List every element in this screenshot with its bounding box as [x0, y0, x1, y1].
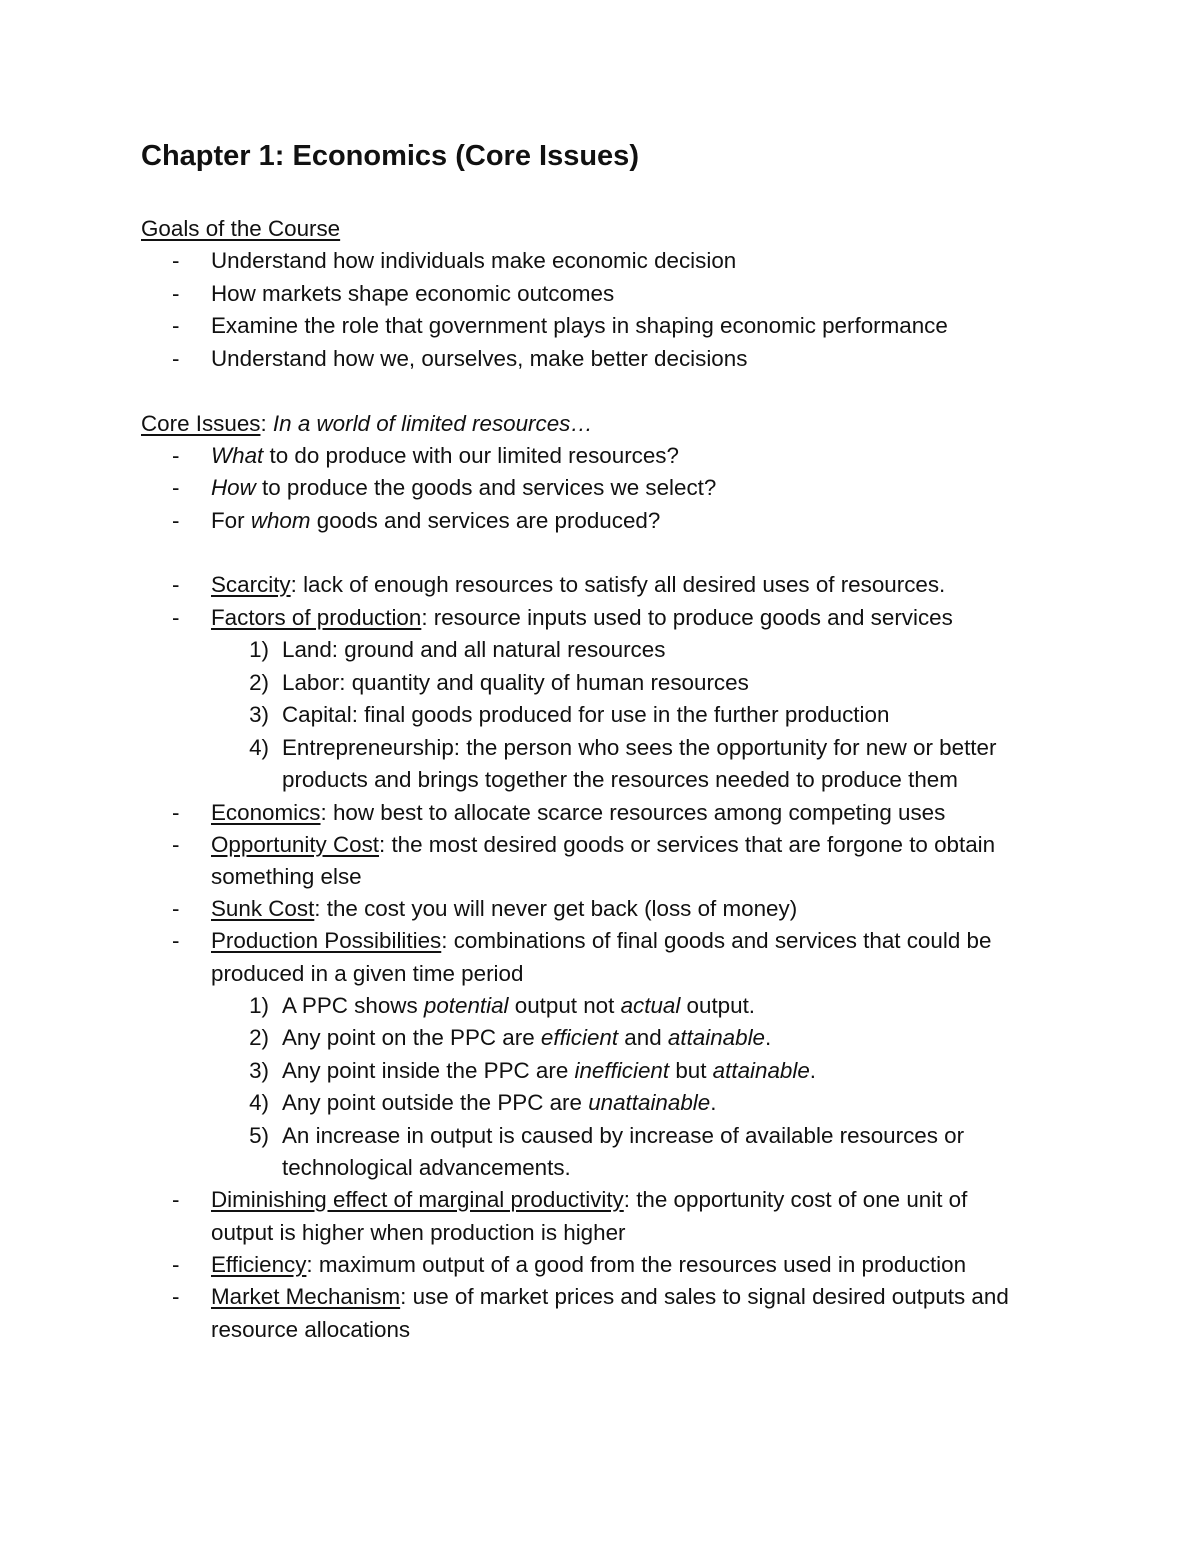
emphasis: attainable — [712, 1058, 810, 1083]
bullet-dash: - — [172, 281, 180, 306]
bullet-dash: - — [172, 605, 180, 630]
bullet-dash: - — [172, 928, 180, 953]
bullet-dash: - — [172, 1284, 180, 1309]
emphasis: What — [211, 443, 264, 468]
core-subtitle: In a world of limited resources… — [272, 411, 593, 436]
emphasis: attainable — [667, 1025, 765, 1050]
emphasis: How — [211, 475, 256, 500]
term-label: Sunk Cost — [211, 896, 315, 921]
list-number: 3) — [249, 1058, 269, 1083]
factor-item-continued: products and brings together the resources needed to produce them — [282, 767, 958, 792]
term-production-possibilities — [211, 925, 991, 958]
bullet-dash: - — [172, 508, 180, 533]
ppc-text: A PPC shows — [282, 993, 424, 1018]
ppc-text: Any point inside the PPC are — [282, 1058, 575, 1083]
term-label: Efficiency — [211, 1252, 307, 1277]
bullet-dash: - — [172, 572, 180, 597]
goal-item: Examine the role that government plays in shaping economic performance — [211, 313, 948, 338]
core-colon: : — [260, 411, 273, 436]
emphasis: actual — [620, 993, 681, 1018]
term-definition-continued: resource allocations — [211, 1317, 411, 1342]
term-definition: : lack of enough resources to satisfy all desired uses of resources. — [290, 572, 946, 597]
factor-item: Labor: quantity and quality of human resources — [282, 670, 749, 695]
core-heading-text: Core Issues — [141, 411, 261, 436]
term-definition: : use of market prices and sales to signal desired outputs and — [400, 1284, 1009, 1309]
term-label: Production Possibilities — [211, 928, 442, 953]
ppc-text: Any point outside the PPC are — [282, 1090, 589, 1115]
term-diminishing-effect — [211, 1184, 967, 1217]
goals-heading-text: Goals of the Course — [141, 216, 341, 241]
core-question — [211, 472, 716, 505]
term-definition: : maximum output of a good from the resources used in production — [306, 1252, 967, 1277]
bullet-dash: - — [172, 1252, 180, 1277]
term-definition: : how best to allocate scarce resources among competing uses — [320, 800, 946, 825]
core-question — [211, 505, 660, 538]
term-definition-continued: output is higher when production is higher — [211, 1220, 626, 1245]
term-label: Market Mechanism — [211, 1284, 401, 1309]
ppc-text: but — [669, 1058, 713, 1083]
question-text: to do produce with our limited resources? — [263, 443, 679, 468]
ppc-item: An increase in output is caused by increase of available resources or — [282, 1123, 965, 1148]
term-label: Scarcity — [211, 572, 291, 597]
bullet-dash: - — [172, 896, 180, 921]
ppc-text: Any point on the PPC are — [282, 1025, 541, 1050]
list-number: 2) — [249, 1025, 269, 1050]
question-text: goods and services are produced? — [310, 508, 661, 533]
bullet-dash: - — [172, 346, 180, 371]
list-number: 5) — [249, 1123, 269, 1148]
ppc-item-continued: technological advancements. — [282, 1155, 571, 1180]
question-text: to produce the goods and services we select? — [255, 475, 717, 500]
bullet-dash: - — [172, 1187, 180, 1212]
goal-item: How markets shape economic outcomes — [211, 281, 615, 306]
ppc-item — [282, 990, 755, 1023]
ppc-text: . — [765, 1025, 772, 1050]
bullet-dash: - — [172, 832, 180, 857]
ppc-text: . — [809, 1058, 817, 1083]
emphasis: whom — [250, 508, 311, 533]
core-issues-heading — [141, 408, 593, 441]
ppc-item — [282, 1055, 816, 1088]
term-market-mechanism — [211, 1281, 1009, 1314]
term-label: Economics — [211, 800, 321, 825]
ppc-text: and — [618, 1025, 668, 1050]
bullet-dash: - — [172, 248, 180, 273]
emphasis: inefficient — [574, 1058, 670, 1083]
term-scarcity — [211, 569, 945, 602]
list-number: 2) — [249, 670, 269, 695]
bullet-dash: - — [172, 475, 180, 500]
core-question — [211, 440, 679, 473]
ppc-item — [282, 1022, 771, 1055]
term-label: Opportunity Cost — [211, 832, 380, 857]
term-factors — [211, 602, 953, 635]
term-economics — [211, 797, 945, 830]
list-number: 3) — [249, 702, 269, 727]
goal-item: Understand how we, ourselves, make better decisions — [211, 346, 748, 371]
question-text: For — [211, 508, 251, 533]
list-number: 4) — [249, 735, 269, 760]
emphasis: unattainable — [588, 1090, 711, 1115]
bullet-dash: - — [172, 800, 180, 825]
bullet-dash: - — [172, 313, 180, 338]
term-definition-continued: something else — [211, 864, 362, 889]
bullet-dash: - — [172, 443, 180, 468]
emphasis: efficient — [540, 1025, 619, 1050]
term-definition: : resource inputs used to produce goods and services — [421, 605, 953, 630]
factor-item: Land: ground and all natural resources — [282, 637, 666, 662]
term-label: Factors of production — [211, 605, 422, 630]
list-number: 4) — [249, 1090, 269, 1115]
list-number: 1) — [249, 637, 269, 662]
term-label: Diminishing effect of marginal productivity — [211, 1187, 624, 1212]
term-definition: : combinations of final goods and services that could be — [441, 928, 992, 953]
factor-item: Entrepreneurship: the person who sees the opportunity for new or better — [282, 735, 997, 760]
term-opportunity-cost — [211, 829, 995, 862]
ppc-text: output. — [680, 993, 756, 1018]
ppc-text: output not — [508, 993, 621, 1018]
term-definition: : the most desired goods or services that are forgone to obtain — [379, 832, 996, 857]
goals-heading — [141, 213, 340, 246]
term-definition: : the cost you will never get back (loss of money) — [314, 896, 798, 921]
emphasis: potential — [423, 993, 509, 1018]
term-definition: : the opportunity cost of one unit of — [623, 1187, 968, 1212]
term-sunk-cost — [211, 893, 797, 926]
term-efficiency — [211, 1249, 966, 1282]
goal-item: Understand how individuals make economic decision — [211, 248, 737, 273]
page-title: Chapter 1: Economics (Core Issues) — [141, 140, 639, 172]
term-definition-continued: produced in a given time period — [211, 961, 524, 986]
factor-item: Capital: final goods produced for use in the further production — [282, 702, 890, 727]
ppc-text: . — [710, 1090, 717, 1115]
ppc-item — [282, 1087, 716, 1120]
list-number: 1) — [249, 993, 269, 1018]
